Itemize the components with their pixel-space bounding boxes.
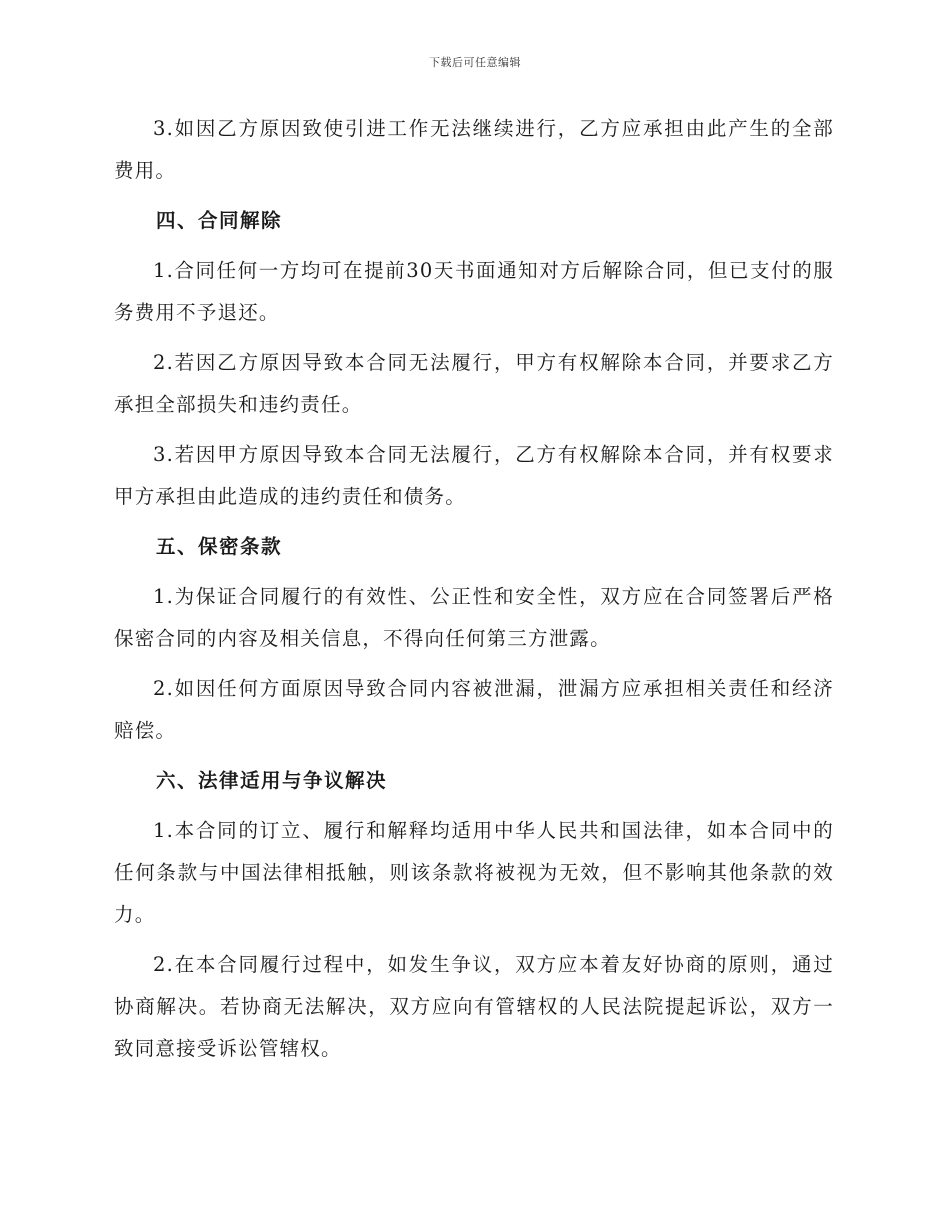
clause-4-1: 1.合同任何一方均可在提前30天书面通知对方后解除合同，但已支付的服务费用不予退还。 bbox=[114, 259, 834, 324]
section-heading-confidentiality: 五、保密条款 bbox=[156, 535, 283, 558]
clause-5-2: 2.如因任何方面原因导致合同内容被泄漏，泄漏方应承担相关责任和经济赔偿。 bbox=[114, 677, 834, 742]
clause-6-2: 2.在本合同履行过程中，如发生争议，双方应本着友好协商的原则，通过协商解决。若协商无法解决，双方应向有管辖权的人民法院提起诉讼，双方一致同意接受诉讼管辖权。 bbox=[114, 953, 834, 1060]
clause-5-1: 1.为保证合同履行的有效性、公正性和安全性，双方应在合同签署后严格保密合同的内容及相关信息，不得向任何第三方泄露。 bbox=[114, 585, 834, 650]
clause-6-1: 1.本合同的订立、履行和解释均适用中华人民共和国法律，如本合同中的任何条款与中国法律相抵触，则该条款将被视为无效，但不影响其他条款的效力。 bbox=[114, 819, 834, 926]
page-header: 下载后可任意编辑 bbox=[429, 56, 521, 69]
clause-4-3: 3.若因甲方原因导致本合同无法履行，乙方有权解除本合同，并有权要求甲方承担由此造成的违约责任和债务。 bbox=[114, 443, 834, 508]
section-heading-governing-law: 六、法律适用与争议解决 bbox=[156, 769, 388, 792]
document-body bbox=[114, 108, 834, 1078]
clause-4-2: 2.若因乙方原因导致本合同无法履行，甲方有权解除本合同，并要求乙方承担全部损失和违约责任。 bbox=[114, 351, 834, 416]
clause-3-3: 3.如因乙方原因致使引进工作无法继续进行，乙方应承担由此产生的全部费用。 bbox=[114, 117, 834, 182]
section-heading-termination: 四、合同解除 bbox=[156, 209, 283, 232]
